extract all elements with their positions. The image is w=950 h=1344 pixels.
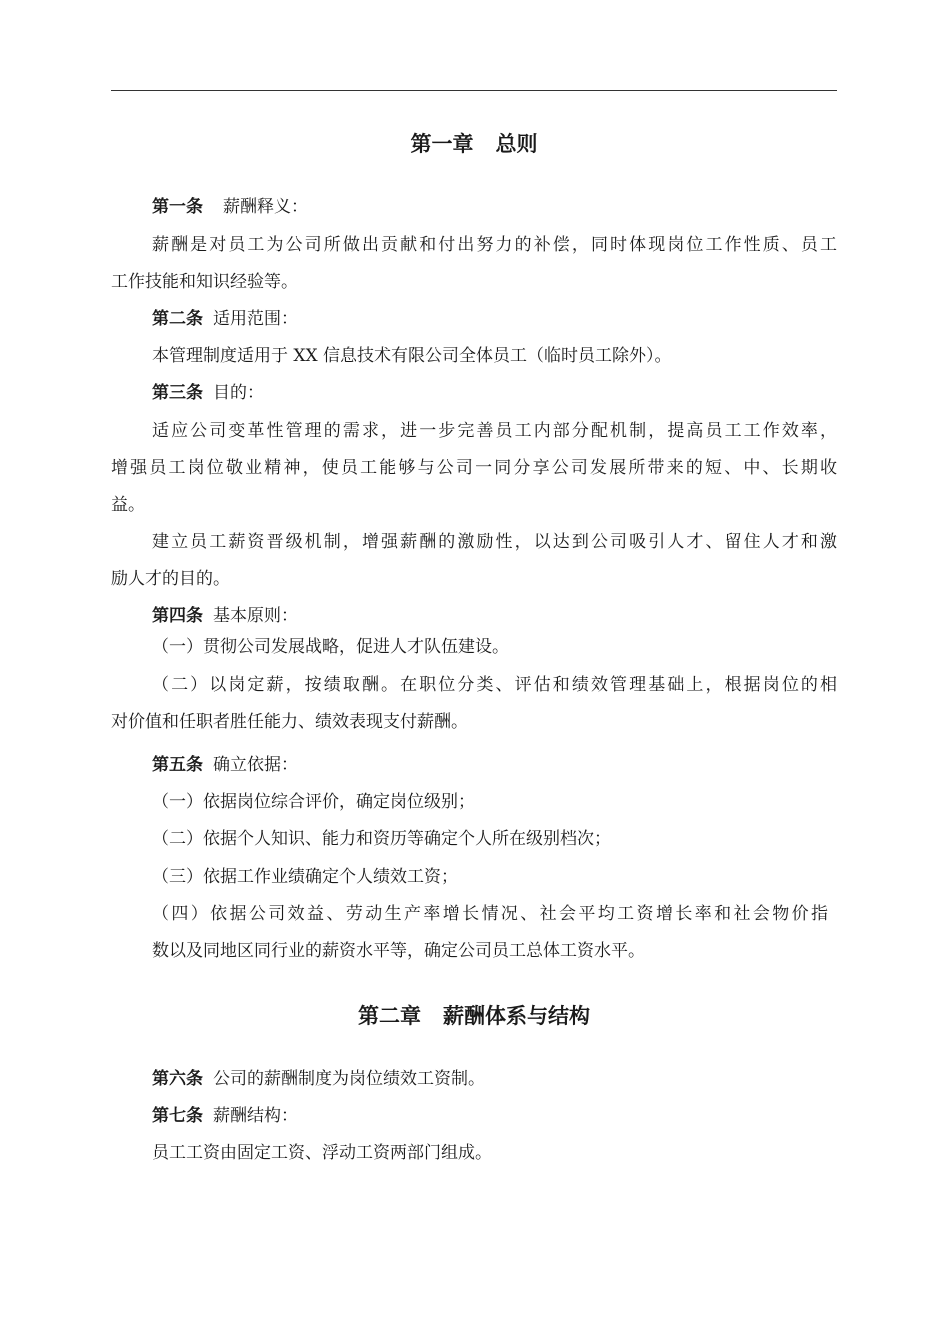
- article-text: 公司的薪酬制度为岗位绩效工资制。: [213, 1069, 485, 1089]
- chapter-2-heading: [111, 1003, 837, 1029]
- article-4-item-line: 对价值和任职者胜任能力、绩效表现支付薪酬。: [111, 712, 468, 732]
- article-label: 第五条: [152, 755, 203, 775]
- article-label: 第四条: [152, 606, 203, 626]
- article-title: 目的：: [213, 383, 264, 403]
- article-3-paragraph-line: 励人才的目的。: [111, 569, 230, 589]
- article-4-item-line: （二）以岗定薪，按绩取酬。在职位分类、评估和绩效管理基础上，根据岗位的相: [152, 675, 837, 695]
- chapter-1-heading: [111, 131, 837, 157]
- article-5-heading: [152, 754, 298, 776]
- article-2-paragraph: 本管理制度适用于 XX 信息技术有限公司全体员工（临时员工除外）。: [152, 346, 672, 366]
- chapter-title: 总则: [495, 132, 538, 156]
- article-7-paragraph: 员工工资由固定工资、浮动工资两部门组成。: [152, 1143, 492, 1163]
- article-1-paragraph-line: 工作技能和知识经验等。: [111, 272, 298, 292]
- article-label: 第六条: [152, 1069, 203, 1089]
- chapter-title: 薪酬体系与结构: [443, 1004, 590, 1028]
- article-label: 第一条: [152, 197, 203, 217]
- article-5-item: （二）依据个人知识、能力和资历等确定个人所在级别档次；: [152, 829, 611, 849]
- article-label: 第三条: [152, 383, 203, 403]
- article-5-item: （一）依据岗位综合评价，确定岗位级别；: [152, 792, 475, 812]
- article-3-paragraph-line: 增强员工岗位敬业精神，使员工能够与公司一同分享公司发展所带来的短、中、长期收: [111, 458, 837, 478]
- article-3-paragraph-line: 适应公司变革性管理的需求，进一步完善员工内部分配机制，提高员工工作效率，: [152, 421, 837, 441]
- article-3-heading: [152, 382, 264, 404]
- article-3-paragraph-line: 建立员工薪资晋级机制，增强薪酬的激励性，以达到公司吸引人才、留住人才和激: [152, 532, 837, 552]
- article-title: 适用范围：: [213, 309, 298, 329]
- article-5-item-line: 数以及同地区同行业的薪资水平等，确定公司员工总体工资水平。: [152, 941, 645, 961]
- article-title: 确立依据：: [213, 755, 298, 775]
- article-label: 第七条: [152, 1106, 203, 1126]
- article-title: 基本原则：: [213, 606, 298, 626]
- article-title: 薪酬释义：: [223, 197, 308, 217]
- article-label: 第二条: [152, 309, 203, 329]
- chapter-number: 第一章: [410, 132, 474, 156]
- article-5-item-line: （四）依据公司效益、劳动生产率增长情况、社会平均工资增长率和社会物价指: [152, 904, 828, 924]
- article-5-item: （三）依据工作业绩确定个人绩效工资；: [152, 867, 458, 887]
- article-3-paragraph-line: 益。: [111, 495, 145, 515]
- article-2-heading: [152, 308, 298, 330]
- article-4-item: （一）贯彻公司发展战略，促进人才队伍建设。: [152, 637, 509, 657]
- article-1-heading: [152, 196, 308, 218]
- article-1-paragraph-line: 薪酬是对员工为公司所做出贡献和付出努力的补偿，同时体现岗位工作性质、员工: [152, 235, 837, 255]
- chapter-number: 第二章: [358, 1004, 421, 1028]
- article-6: [152, 1068, 485, 1090]
- article-4-heading: [152, 605, 298, 627]
- article-title: 薪酬结构：: [213, 1106, 298, 1126]
- header-rule: [111, 90, 837, 91]
- article-7-heading: [152, 1105, 298, 1127]
